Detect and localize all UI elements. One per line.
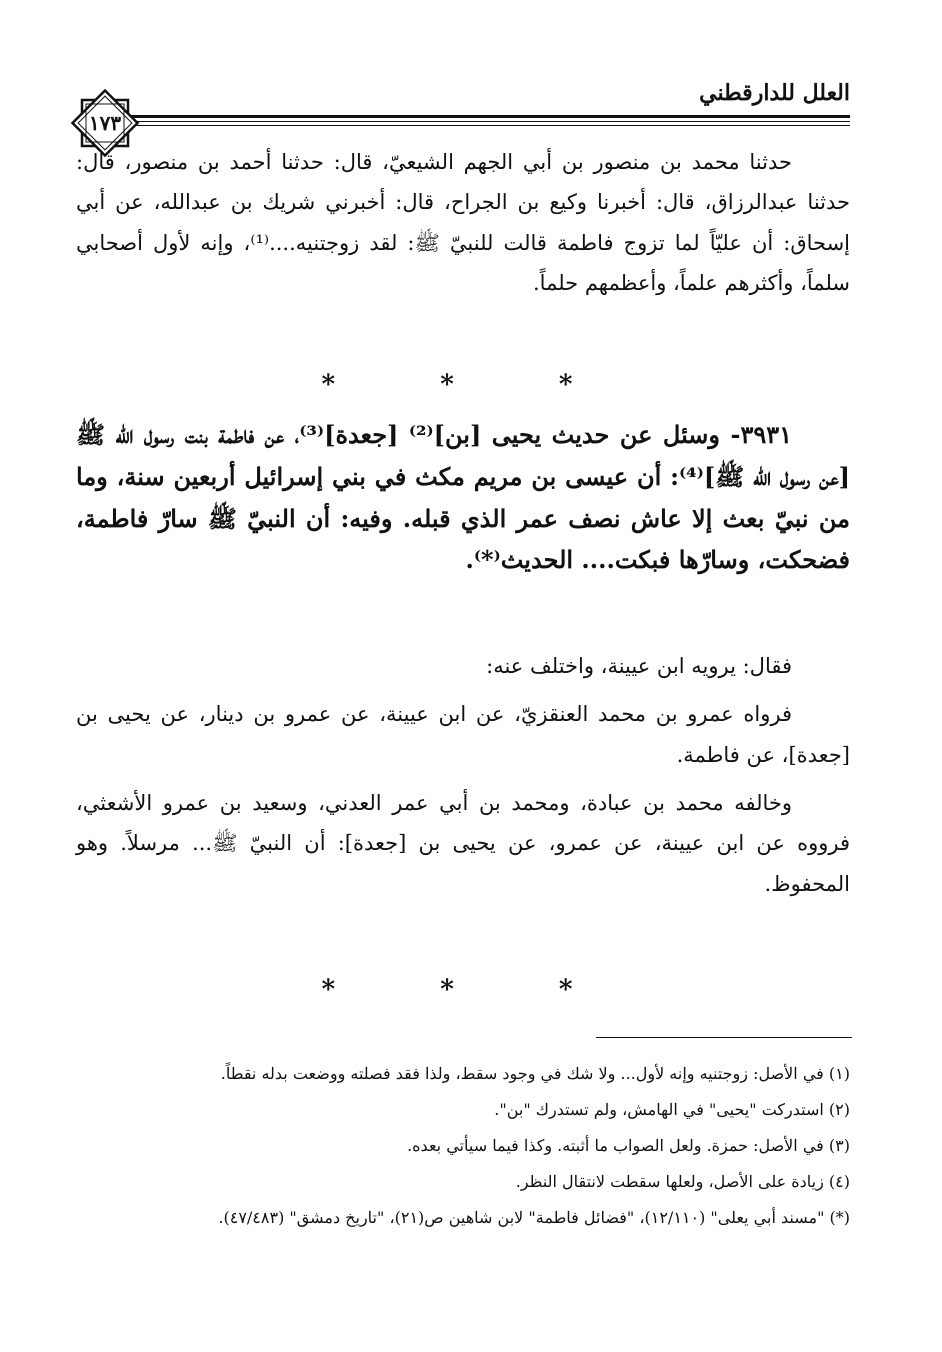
paragraph: حدثنا محمد بن منصور بن أبي الجهم الشيعيّ، قال: حدثنا أحمد بن منصور، قال: حدثنا عبدالرزاق، قال: أخبرنا وكيع بن الجراح، قال: أخبرني شريك بن عبدالله، عن أبي إسحاق: أن عليّاً لما تزوج فاطمة قالت للنبيّ ﷺ: لقد زوجتنيه....⁽¹⁾، وإنه لأول أصحابي سلماً، وأكثرهم علماً، وأعظمهم حلماً. — [76, 150, 850, 295]
footnote-rule — [596, 1037, 852, 1038]
paragraph: وخالفه محمد بن عبادة، ومحمد بن أبي عمر العدني، وسعيد بن عمرو الأشعثي، فرووه عن ابن عيينة، عن عمرو، عن يحيى بن [جعدة]: أن النبيّ ﷺ... مرسلاً. وهو المحفوظ. — [76, 790, 850, 896]
footnote-star: (*) "مسند أبي يعلى" (١٢/١١٠)، "فضائل فاطمة" لابن شاهين ص(٢١)، "تاريخ دمشق" (٤٧/٤٨٣). — [218, 1208, 850, 1227]
running-title: العلل للدارقطني — [699, 80, 850, 106]
paragraph: فقال: يرويه ابن عيينة، واختلف عنه: — [486, 654, 792, 678]
footnote-3: (٣) في الأصل: حمزة. ولعل الصواب ما أثبته. وكذا فيما سيأتي بعده. — [407, 1136, 850, 1155]
answer-block — [76, 646, 850, 904]
paragraph-isnad — [76, 142, 850, 303]
paragraph: فرواه عمرو بن محمد العنقزيّ، عن ابن عيينة، عن عمرو بن دينار، عن يحيى بن [جعدة]، عن فاطمة. — [76, 702, 850, 767]
footnote-2: (٢) استدركت "يحيى" في الهامش، ولم تستدرك "بن". — [494, 1100, 850, 1119]
header-rule — [128, 115, 850, 127]
footnotes — [76, 1056, 850, 1236]
section-separator: * * * — [321, 975, 621, 1005]
section-separator: * * * — [321, 370, 621, 400]
footnote-4: (٤) زيادة على الأصل، ولعلها سقطت لانتقال النظر. — [515, 1172, 850, 1191]
page-number: ١٧٣ — [88, 111, 122, 135]
footnote-1: (١) في الأصل: زوجتنيه وإنه لأول... ولا شك في وجود سقط، ولذا فقد فصلته ووضعت بدله نقطاً. — [220, 1064, 850, 1083]
entry-3931 — [76, 414, 850, 581]
entry-heading: ٣٩٣١- وسئل عن حديث يحيى [بن]⁽²⁾ [جعدة]⁽³⁾، عن فاطمة بنت رسول الله ﷺ [عن رسول الله ﷺ]⁽⁴⁾: أن عيسى بن مريم مكث في بني إسرائيل أربعين سنة، وما من نبيّ بعث إلا عاش نصف عمر الذي قبله. وفيه: أن النبيّ ﷺ سارّ فاطمة، فضحكت، وسارّها فبكت.... الحديث⁽*⁾. — [76, 420, 851, 575]
